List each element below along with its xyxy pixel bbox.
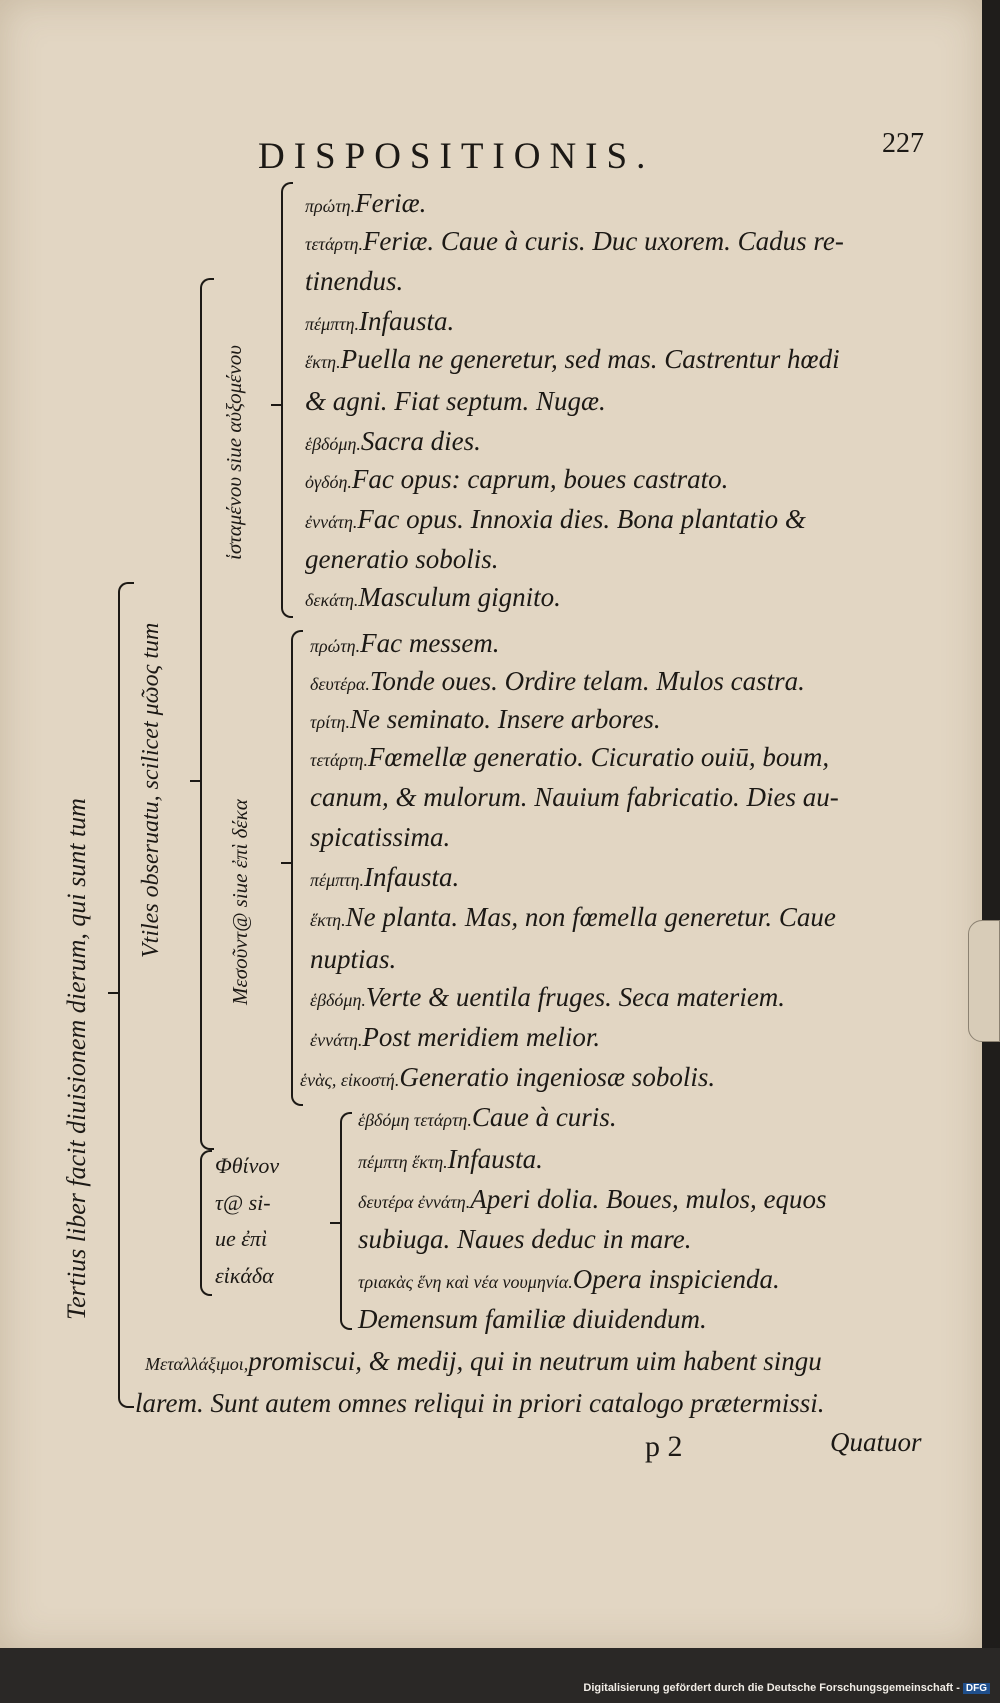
g2-latin: Fœmellæ generatio. Cicuratio ouiū, boum, xyxy=(367,742,830,772)
g3-line xyxy=(358,1104,617,1131)
g2-latin: Ne seminato. Insere arbores. xyxy=(349,704,661,734)
phthinontos-brace xyxy=(200,1150,212,1296)
g2-line xyxy=(300,1064,715,1091)
closing-latin: larem. Sunt autem omnes reliqui in priori catalogo prætermissi. xyxy=(135,1388,825,1418)
group2-brace-tip xyxy=(281,862,293,864)
g1-greek: τετάρτη. xyxy=(305,234,363,254)
g2-latin: Ne planta. Mas, non fœmella generetur. Caue xyxy=(345,902,836,932)
g1-greek: πρώτη. xyxy=(305,196,356,216)
g2-latin: Fac messem. xyxy=(360,628,500,658)
book-edge xyxy=(982,0,1000,1660)
g1-latin: Feriæ. Caue à curis. Duc uxorem. Cadus re- xyxy=(362,226,844,256)
g2-greek: τετάρτη. xyxy=(310,750,368,770)
g1-latin: Fac opus. Innoxia dies. Bona plantatio & xyxy=(357,504,806,534)
g1-greek: ὀγδόη. xyxy=(305,472,352,492)
g1-line xyxy=(305,506,806,533)
g2-latin: Generatio ingeniosæ sobolis. xyxy=(399,1062,716,1092)
page-number: 227 xyxy=(882,128,924,159)
phthinontos-line-1: Φθίνον xyxy=(215,1153,280,1178)
g3-latin: Demensum familiæ diuidendum. xyxy=(358,1304,707,1334)
phthinontos-line-2: τ@ si- xyxy=(215,1190,271,1215)
g3-greek: ἑβδόμη τετάρτη. xyxy=(358,1110,472,1130)
g2-greek: ἑβδόμη. xyxy=(310,990,366,1010)
g3-latin: Opera inspicienda. xyxy=(572,1264,780,1294)
g1-latin: Sacra dies. xyxy=(360,426,481,456)
utiles-brace-label: Vtiles obseruatu, scilicet μῶος tum xyxy=(138,622,164,958)
g1-line xyxy=(305,308,454,335)
g2-line xyxy=(310,864,459,891)
g1-line xyxy=(305,228,844,255)
g2-line xyxy=(310,1024,600,1051)
g1-latin: generatio sobolis. xyxy=(305,544,499,574)
catchword: Quatuor xyxy=(830,1427,922,1457)
g2-line xyxy=(310,668,805,695)
g1-line xyxy=(305,584,561,611)
running-head: DISPOSITIONIS. xyxy=(258,136,655,177)
g2-latin: Post meridiem melior. xyxy=(362,1022,601,1052)
g1-latin: Feriæ. xyxy=(355,188,427,218)
group1-brace xyxy=(281,182,293,618)
g2-greek: τρίτη. xyxy=(310,712,350,732)
g2-latin: canum, & mulorum. Nauium fabricatio. Dies au- xyxy=(310,782,839,812)
g2-greek: πρώτη. xyxy=(310,636,361,656)
g1-latin: Fac opus: caprum, boues castrato. xyxy=(351,464,729,494)
g1-line xyxy=(305,466,728,493)
g1-greek: δεκάτη. xyxy=(305,590,359,610)
g3-greek: τριακὰς ἕνη καὶ νέα νουμηνία. xyxy=(358,1272,573,1292)
g2-greek: πέμπτη. xyxy=(310,870,365,890)
g3-line xyxy=(358,1266,780,1293)
closing-greek: Μεταλλάξιμοι, xyxy=(145,1354,249,1374)
g2-latin: nuptias. xyxy=(310,944,397,974)
group2-brace xyxy=(291,630,303,1106)
main-brace-label: Tertius liber facit diuisionem dierum, qui sunt tum xyxy=(62,798,91,1320)
g3-line xyxy=(358,1306,707,1333)
group1-brace-tip xyxy=(271,404,283,406)
g2-line xyxy=(310,630,500,657)
g3-latin: Infausta. xyxy=(447,1144,543,1174)
g3-line xyxy=(358,1146,543,1173)
g1-line xyxy=(305,428,481,455)
g2-line xyxy=(310,946,396,973)
g2-latin: Verte & uentila fruges. Seca materiem. xyxy=(365,982,786,1012)
g1-line xyxy=(305,346,840,373)
g1-line xyxy=(305,190,426,217)
g2-latin: Infausta. xyxy=(364,862,460,892)
group3-brace-tip xyxy=(330,1222,342,1224)
g1-latin: tinendus. xyxy=(305,266,404,296)
main-brace-tip xyxy=(108,992,120,994)
digitization-credit xyxy=(583,1682,990,1694)
page-tab xyxy=(968,920,1000,1042)
g2-line xyxy=(310,984,785,1011)
g2-line xyxy=(310,904,836,931)
credit-text: Digitalisierung gefördert durch die Deutsche Forschungsgemeinschaft - xyxy=(583,1682,960,1694)
g2-greek: ἐννάτη. xyxy=(310,1030,363,1050)
g2-greek: δευτέρα. xyxy=(310,674,370,694)
footer-band xyxy=(0,1648,1000,1703)
g1-greek: ἐννάτη. xyxy=(305,512,358,532)
g1-greek: ἑβδόμη. xyxy=(305,434,361,454)
phthinontos-line-3: ue ἐπὶ xyxy=(215,1226,268,1251)
dfg-logo: DFG xyxy=(963,1683,990,1694)
g3-greek: δευτέρα ἐννάτη. xyxy=(358,1192,471,1212)
g3-line xyxy=(358,1186,826,1213)
g1-line xyxy=(305,546,499,573)
g3-latin: Aperi dolia. Boues, mulos, equos xyxy=(470,1184,827,1214)
g1-line xyxy=(305,388,606,415)
signature-mark: p 2 xyxy=(645,1430,683,1463)
phthinontos-line-4: εἰκάδα xyxy=(215,1263,274,1288)
g1-latin: & agni. Fiat septum. Nugæ. xyxy=(305,386,606,416)
g2-greek: ἕκτη. xyxy=(310,910,346,930)
g1-greek: ἕκτη. xyxy=(305,352,341,372)
g2-line xyxy=(310,784,839,811)
g3-latin: Caue à curis. xyxy=(471,1102,617,1132)
g2-line xyxy=(310,824,450,851)
g3-latin: subiuga. Naues deduc in mare. xyxy=(358,1224,692,1254)
utiles-brace xyxy=(200,278,214,1150)
closing-line xyxy=(135,1390,825,1417)
g1-latin: Puella ne generetur, sed mas. Castrentur hœdi xyxy=(340,344,840,374)
main-brace xyxy=(118,582,134,1408)
mesountos-label: Μεσοῦντ@ siue ἐπὶ δέκα xyxy=(228,799,252,1005)
g1-latin: Masculum gignito. xyxy=(358,582,561,612)
g1-latin: Infausta. xyxy=(359,306,455,336)
g2-line xyxy=(310,744,829,771)
closing-line xyxy=(145,1348,822,1375)
istamenou-label: ἱσταμένου siue αὐξομένου xyxy=(222,345,246,560)
g2-line xyxy=(310,706,661,733)
g3-line xyxy=(358,1226,691,1253)
g1-line xyxy=(305,268,403,295)
group3-brace xyxy=(340,1112,352,1330)
g2-latin: Tonde oues. Ordire telam. Mulos castra. xyxy=(369,666,805,696)
g3-greek: πέμπτη ἕκτη. xyxy=(358,1152,448,1172)
g1-greek: πέμπτη. xyxy=(305,314,360,334)
g2-latin: spicatissima. xyxy=(310,822,451,852)
closing-latin: promiscui, & medij, qui in neutrum uim habent singu xyxy=(248,1346,822,1376)
utiles-brace-tip xyxy=(190,780,202,782)
g2-greek: ἑνὰς, εἰκοστή. xyxy=(300,1070,400,1090)
